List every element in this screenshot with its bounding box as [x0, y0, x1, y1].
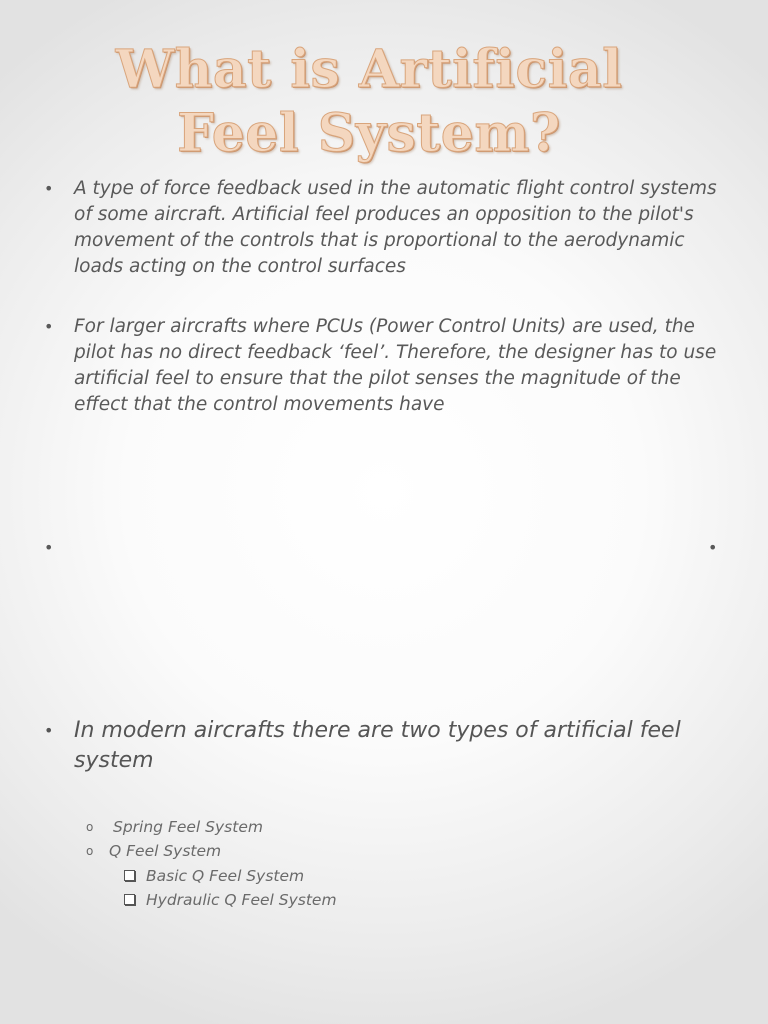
- checkbox-bullet-icon: [124, 870, 135, 881]
- sub-item-label: Spring Feel System: [113, 818, 263, 836]
- bullet-definition: [44, 176, 734, 280]
- sub-item-label: Q Feel System: [109, 842, 222, 860]
- bullet-types: [44, 716, 734, 776]
- circle-bullet-icon: o: [86, 820, 94, 834]
- sub-sub-item-label: Hydraulic Q Feel System: [146, 891, 337, 909]
- slide-title: [0, 38, 738, 166]
- sub-item-q-feel: [86, 839, 221, 863]
- sub-sub-item-basic-q: [124, 864, 304, 888]
- title-line-1: What is Artificial: [115, 39, 623, 100]
- bullet-text: A type of force feedback used in the automatic flight control systems of some aircraft. Artificial feel produces an opposition to the pilot's movement of the controls that is proportional to the aerodynamic loads acting on the control surfaces: [74, 178, 717, 277]
- empty-bullet-right: •: [708, 538, 718, 557]
- bullet-text: For larger aircrafts where PCUs (Power Control Units) are used, the pilot has no direct feedback ‘feel’. Therefore, the designer has to use artificial feel to ensure that the pilot senses the magnitude of the effect that the control movements have: [74, 316, 717, 415]
- empty-bullet-left: •: [44, 538, 54, 557]
- bullet-dot: •: [44, 317, 54, 336]
- bullet-dot: •: [44, 179, 54, 198]
- circle-bullet-icon: o: [86, 844, 94, 858]
- bullet-text: In modern aircrafts there are two types of artificial feel system: [74, 718, 681, 773]
- checkbox-bullet-icon: [124, 894, 135, 905]
- sub-sub-item-label: Basic Q Feel System: [146, 867, 305, 885]
- sub-item-spring-feel: [86, 815, 263, 839]
- title-line-2: Feel System?: [177, 103, 561, 164]
- bullet-pcu: [44, 314, 734, 418]
- sub-sub-item-hydraulic-q: [124, 888, 337, 912]
- bullet-dot: •: [44, 721, 54, 740]
